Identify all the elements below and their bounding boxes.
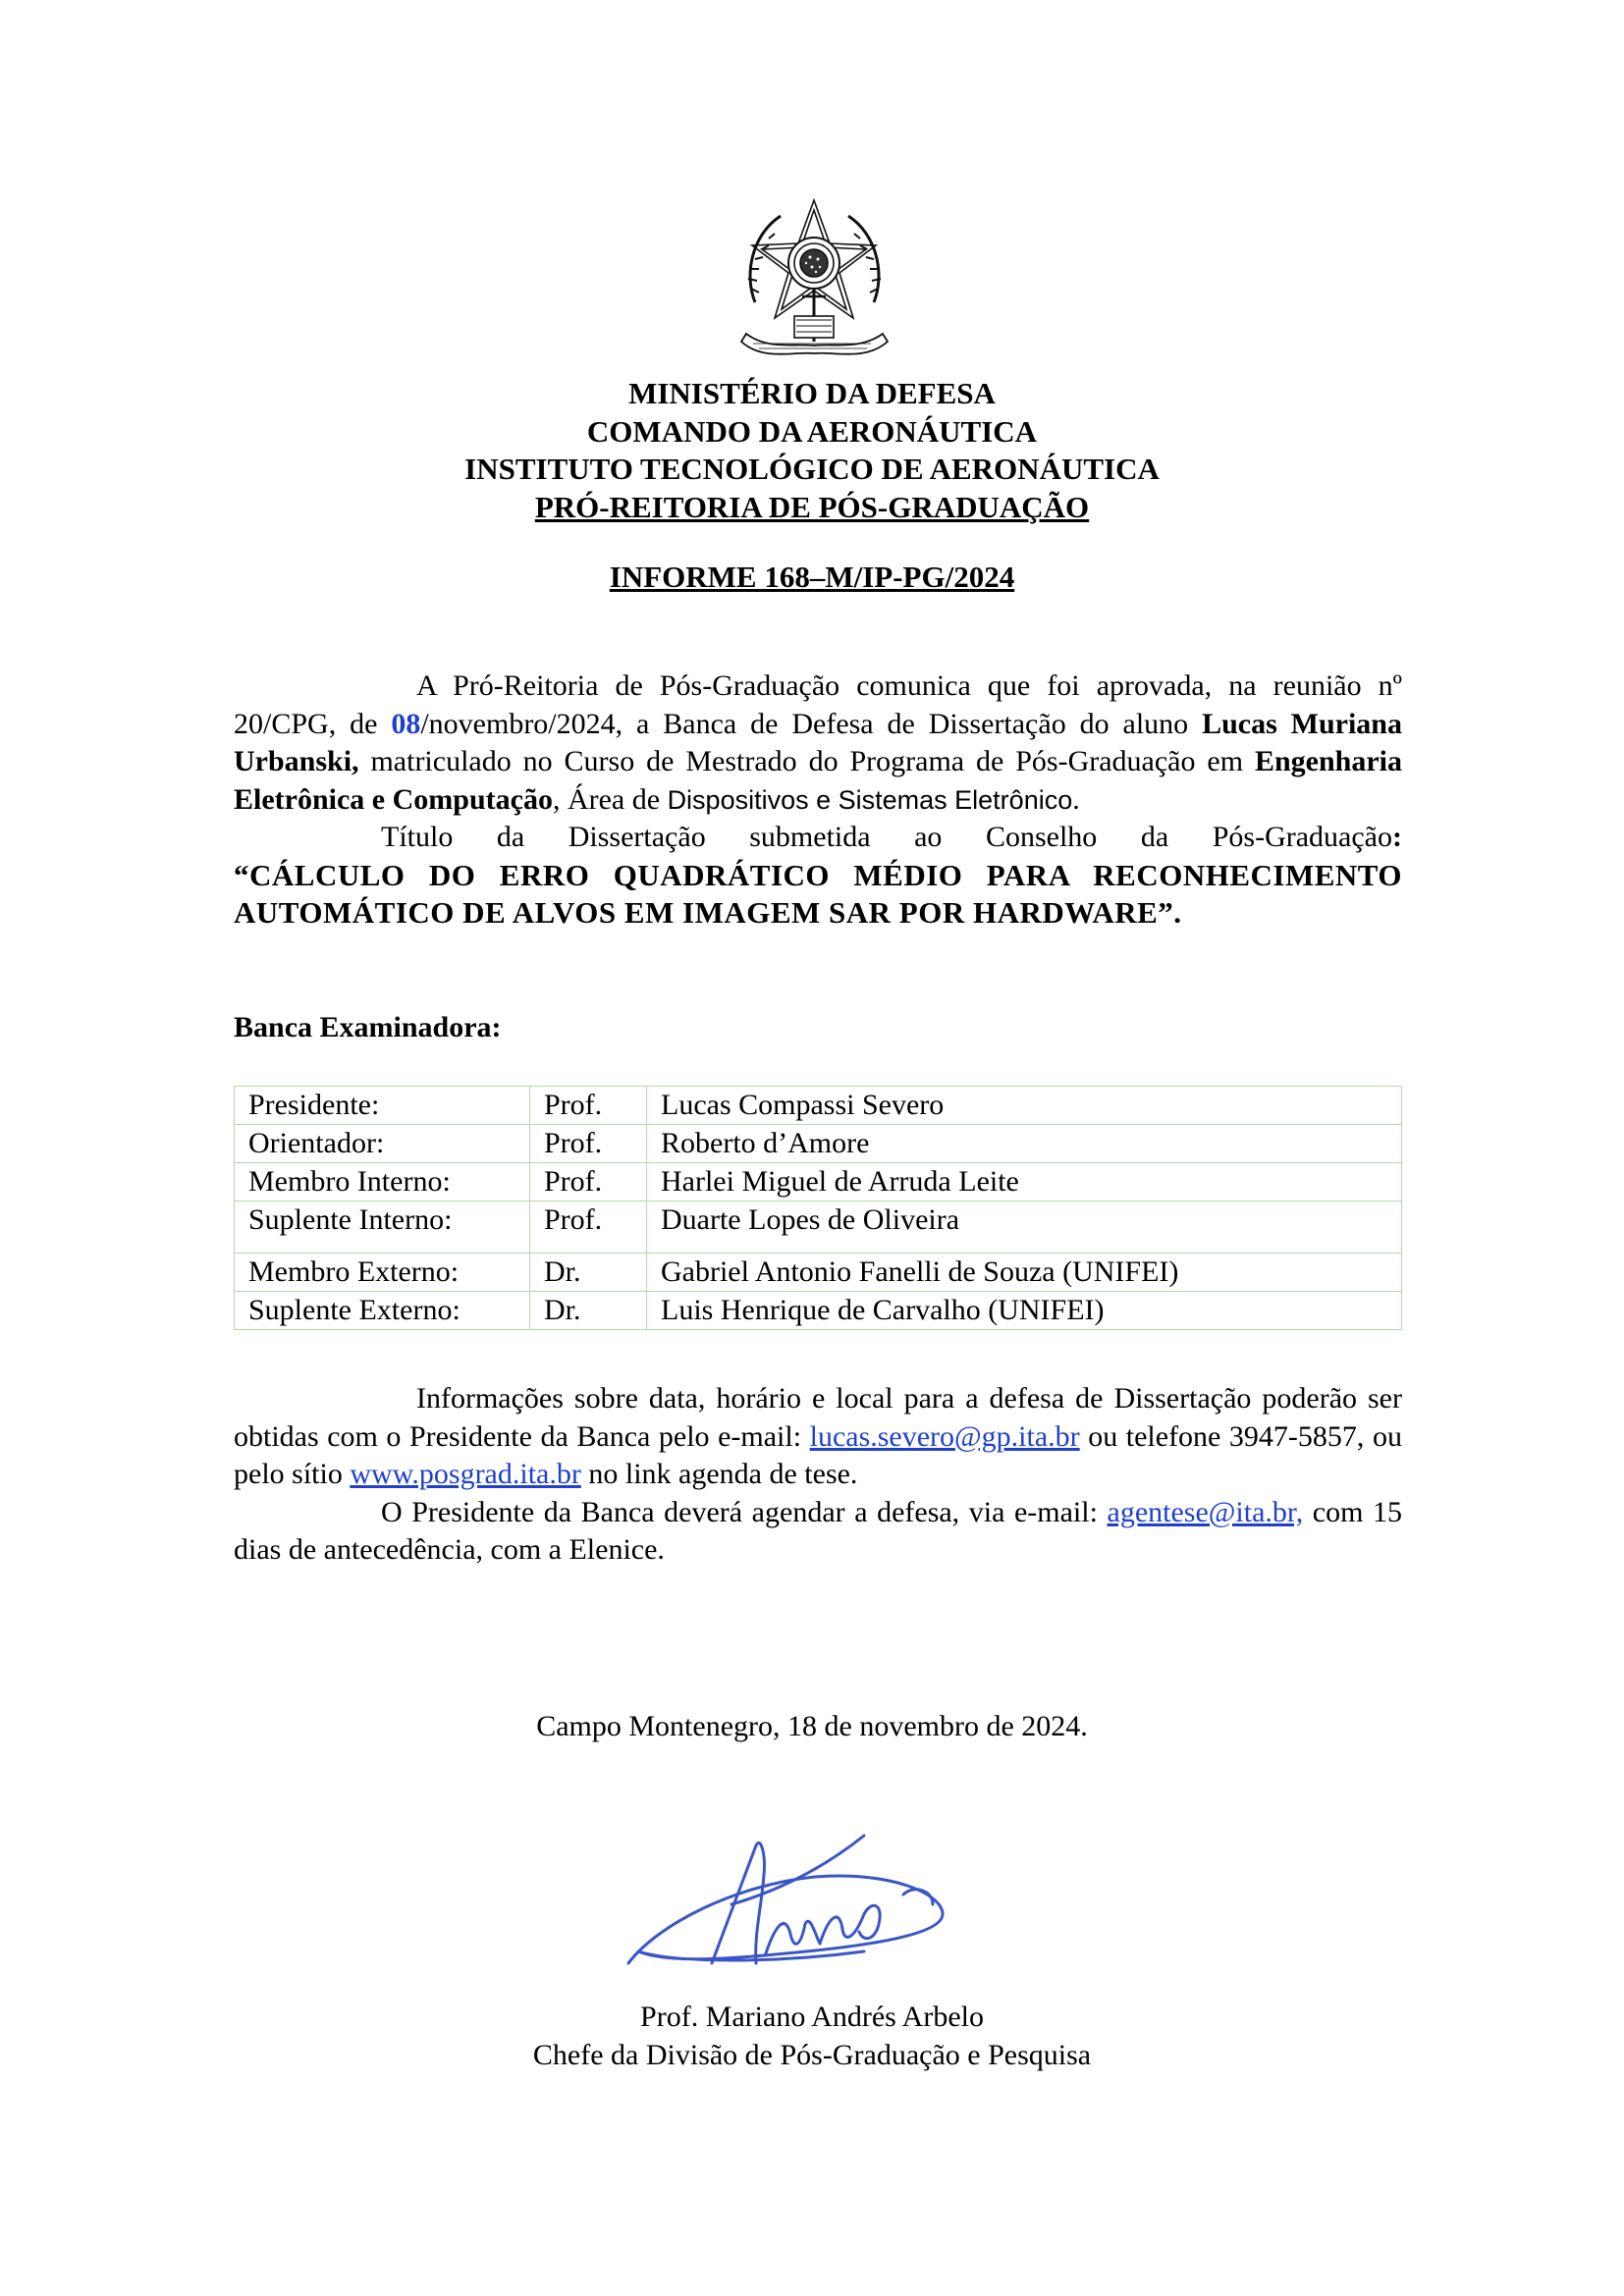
info-paragraph	[234, 1380, 1402, 1494]
text-span: com 15 dias de antecedência, com a Elenice.	[234, 1495, 1402, 1566]
dissertation-title: “CÁLCULO DO ERRO QUADRÁTICO MÉDIO PARA RECONHECIMENTO AUTOMÁTICO DE ALVOS EM IMAGEM SAR POR HARDWARE”.	[234, 857, 1402, 930]
institute-line: INSTITUTO TECNOLÓGICO DE AERONÁUTICA	[464, 452, 1160, 486]
text-span: O Presidente da Banca deverá agendar a defesa, via e-mail:	[381, 1495, 1108, 1528]
text-span: A Pró-Reitoria de Pós-Graduação comunica que foi aprovada, na reunião nº 20/CPG, de	[234, 669, 1402, 740]
announcement-paragraph	[234, 667, 1402, 819]
board-row	[235, 1292, 1402, 1330]
board-title-cell: Prof.	[530, 1201, 647, 1254]
informe-number: INFORME 168–M/IP-PG/2024	[609, 560, 1015, 594]
text-span: Informações sobre data, horário e local para a defesa de Dissertação poderão ser obtidas com o Presidente da Banca pelo e-mail:	[234, 1382, 1402, 1453]
board-title-cell: Prof.	[530, 1125, 647, 1163]
board-role-cell: Membro Externo:	[235, 1254, 530, 1292]
area-name: Dispositivos e Sistemas Eletrônico	[667, 784, 1073, 815]
announcement-body	[234, 667, 1402, 933]
schedule-paragraph	[234, 1494, 1402, 1570]
text-span: matriculado no Curso de Mestrado do Programa de Pós-Graduação em	[358, 745, 1255, 777]
board-name-cell: Roberto d’Amore	[647, 1125, 1402, 1163]
text-span: , Área de	[552, 782, 668, 816]
ministry-line: MINISTÉRIO DA DEFESA	[628, 376, 996, 410]
agentese-email-link[interactable]: agentese@ita.br,	[1107, 1495, 1304, 1528]
board-row	[235, 1163, 1402, 1201]
board-row	[235, 1087, 1402, 1125]
board-name-cell: Lucas Compassi Severo	[647, 1087, 1402, 1125]
signer-role: Chefe da Divisão de Pós-Graduação e Pesquisa	[532, 2038, 1092, 2071]
text-span: Título da Dissertação submetida ao Conselho da Pós-Graduação	[381, 821, 1392, 853]
coat-of-arms-icon	[733, 194, 895, 369]
signature-image	[619, 1816, 1011, 1993]
program-name: Engenharia Eletrônica e Computação	[234, 745, 1402, 816]
board-title-cell: Prof.	[530, 1163, 647, 1201]
title-intro	[234, 819, 1402, 857]
board-role-cell: Suplente Externo:	[235, 1292, 530, 1330]
meeting-day: 08	[391, 707, 421, 740]
board-name-cell: Duarte Lopes de Oliveira	[647, 1201, 1402, 1254]
place-date: Campo Montenegro, 18 de novembro de 2024.	[536, 1710, 1088, 1742]
president-email-link[interactable]: lucas.severo@gp.ita.br	[809, 1419, 1080, 1453]
board-row	[235, 1254, 1402, 1292]
posgrad-site-link[interactable]: www.posgrad.ita.br	[350, 1458, 581, 1490]
examination-board-table	[234, 1086, 1402, 1330]
text-span: .	[1072, 782, 1080, 816]
student-name: Lucas Muriana Urbanski,	[234, 707, 1402, 777]
board-title-cell: Prof.	[530, 1087, 647, 1125]
document-header	[0, 375, 1624, 526]
board-title-cell: Dr.	[530, 1292, 647, 1330]
board-name-cell: Harlei Miguel de Arruda Leite	[647, 1163, 1402, 1201]
board-role-cell: Orientador:	[235, 1125, 530, 1163]
board-row	[235, 1201, 1402, 1254]
board-role-cell: Suplente Interno:	[235, 1201, 530, 1254]
info-section	[234, 1380, 1402, 1570]
board-row	[235, 1125, 1402, 1163]
prorectory-line: PRÓ-REITORIA DE PÓS-GRADUAÇÃO	[534, 489, 1090, 524]
signer-block	[0, 1999, 1624, 2074]
signer-name: Prof. Mariano Andrés Arbelo	[640, 2001, 984, 2033]
banca-label: Banca Examinadora:	[234, 1011, 502, 1043]
board-name-cell: Gabriel Antonio Fanelli de Souza (UNIFEI)	[647, 1254, 1402, 1292]
text-span: ou telefone 3947-5857, ou pelo sítio	[234, 1419, 1402, 1490]
board-role-cell: Membro Interno:	[235, 1163, 530, 1201]
text-span: no link agenda de tese.	[580, 1458, 858, 1490]
board-role-cell: Presidente:	[235, 1087, 530, 1125]
board-name-cell: Luis Henrique de Carvalho (UNIFEI)	[647, 1292, 1402, 1330]
colon: :	[1392, 821, 1402, 853]
text-span: /novembro/2024, a Banca de Defesa de Dissertação do aluno	[420, 707, 1203, 740]
board-title-cell: Dr.	[530, 1254, 647, 1292]
command-line: COMANDO DA AERONÁUTICA	[586, 413, 1038, 449]
